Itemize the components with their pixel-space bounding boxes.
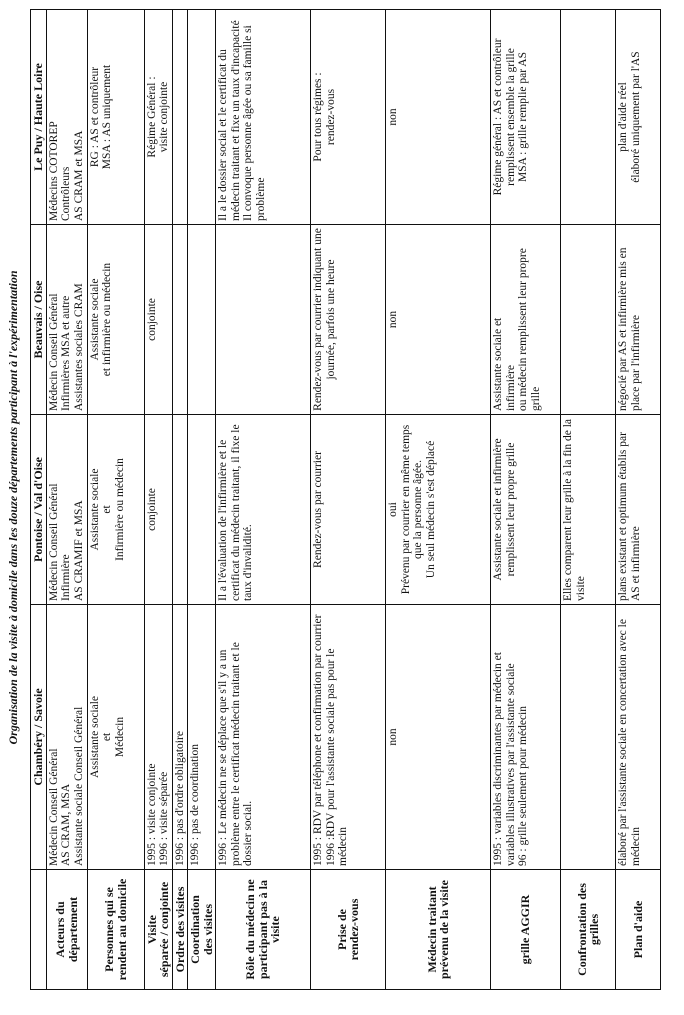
- table-cell: Elles comparent leur grille à la fin de la visite: [561, 415, 616, 605]
- table-cell: Assistante sociale et infirmière remplissent leur propre grille: [491, 415, 561, 605]
- table-cell: non: [386, 605, 491, 870]
- row-label: Confrontation des grilles: [561, 870, 616, 990]
- column-header: Pontoise / Val d'Oise: [31, 415, 47, 605]
- table-row: [616, 10, 661, 990]
- table-cell: Rendez-vous par courrier indiquant une journée, parfois une heure: [311, 225, 386, 415]
- table-cell: 1996 : pas de coordination: [188, 605, 216, 870]
- column-header: Le Puy / Haute Loire: [31, 10, 47, 225]
- table-cell: [561, 605, 616, 870]
- table-row: [144, 10, 172, 990]
- table-cell: [188, 10, 216, 225]
- table-cell: [172, 10, 188, 225]
- table-cell: [172, 415, 188, 605]
- row-label: Ordre des visites: [172, 870, 188, 990]
- table-cell: négocié par AS et infirmière mis en place par l'infirmière: [616, 225, 661, 415]
- table-cell: plans existant et optimum établis par AS et infirmière: [616, 415, 661, 605]
- visit-organisation-table: [30, 9, 661, 990]
- document-title: Organisation de la visite à domicile dans les douze départements participant à l'expérimentation: [6, 270, 20, 745]
- table-cell: [188, 225, 216, 415]
- row-label: Plan d'aide: [616, 870, 661, 990]
- table-row: [561, 10, 616, 990]
- table-cell: Médecins COTOREP Contrôleurs AS CRAM et MSA: [46, 10, 87, 225]
- table-row: [188, 10, 216, 990]
- table-header-row: [31, 10, 47, 990]
- table-cell: Assistante sociale et infirmière ou médecin remplissent leur propre grille: [491, 225, 561, 415]
- table-cell: Pour tous régimes : rendez-vous: [311, 10, 386, 225]
- table-cell: Rendez-vous par courrier: [311, 415, 386, 605]
- table-row: [386, 10, 491, 990]
- table-cell: élaboré par l'assistante sociale en concertation avec le médecin: [616, 605, 661, 870]
- table-cell: Médecin Conseil Général Infirmière AS CRAMIF et MSA: [46, 415, 87, 605]
- table-cell: non: [386, 10, 491, 225]
- table-cell: conjointe: [144, 415, 172, 605]
- table-row: [46, 10, 87, 990]
- table-row: [87, 10, 144, 990]
- table-cell: Médecin Conseil Général Infirmières MSA et autre Assistantes sociales CRAM: [46, 225, 87, 415]
- table-cell: 1995 : RDV par téléphone et confirmation par courrier 1996 :RDV pour l'assistante sociale pas pour le médecin: [311, 605, 386, 870]
- corner-header: [31, 870, 47, 990]
- row-label: Prise de rendez-vous: [311, 870, 386, 990]
- table-cell: non: [386, 225, 491, 415]
- column-header: Beauvais / Oise: [31, 225, 47, 415]
- table-cell: 1995 : variables discriminantes par médecin et variables illustratives par l'assistante sociale 96 : grille seulement pour médecin: [491, 605, 561, 870]
- table-cell: 1995 : visite conjointe 1996 : visite séparée: [144, 605, 172, 870]
- table-cell: Assistante sociale et infirmière ou médecin: [87, 225, 144, 415]
- table-cell: 1996 : pas d'ordre obligatoire: [172, 605, 188, 870]
- table-cell: Médecin Conseil Général AS CRAM, MSA Assistante sociale Conseil Général: [46, 605, 87, 870]
- table-cell: Il a le dossier social et le certificat du médecin traitant et fixe un taux d'incapacité Il convoque personne âgée ou sa famille si problème: [216, 10, 311, 225]
- table-cell: [172, 225, 188, 415]
- row-label: grille AGGIR: [491, 870, 561, 990]
- table-cell: 1996 : Le médecin ne se déplace que s'il y a un problème entre le certificat médecin traitant et le dossier social.: [216, 605, 311, 870]
- table-cell: [188, 415, 216, 605]
- table-cell: [561, 225, 616, 415]
- table-cell: Régime général : AS et contrôleur remplissent ensemble la grille MSA : grille remplie par AS: [491, 10, 561, 225]
- table-cell: [216, 225, 311, 415]
- table-row: [491, 10, 561, 990]
- table-row: [216, 10, 311, 990]
- table-cell: conjointe: [144, 225, 172, 415]
- table-cell: oui Prévenu par courrier en même temps que la personne âgée. Un seul médecin s'est déplacé: [386, 415, 491, 605]
- table-cell: Assistante sociale et Infirmière ou médecin: [87, 415, 144, 605]
- row-label: Visite séparée / conjointe: [144, 870, 172, 990]
- row-label: Coordination des visites: [188, 870, 216, 990]
- row-label: Acteurs du département: [46, 870, 87, 990]
- table-cell: Régime Général : visite conjointe: [144, 10, 172, 225]
- row-label: Médecin traitant prévenu de la visite: [386, 870, 491, 990]
- row-label: Personnes qui se rendent au domicile: [87, 870, 144, 990]
- table-cell: [561, 10, 616, 225]
- table-cell: RG : AS et contrôleur MSA : AS uniquement: [87, 10, 144, 225]
- table-row: [172, 10, 188, 990]
- column-header: Chambéry / Savoie: [31, 605, 47, 870]
- table-row: [311, 10, 386, 990]
- row-label: Rôle du médecin ne participant pas à la visite: [216, 870, 311, 990]
- table-cell: plan d'aide réel élaboré uniquement par l'AS: [616, 10, 661, 225]
- table-cell: Assistante sociale et Médecin: [87, 605, 144, 870]
- table-cell: Il a l'évaluation de l'infirmière et le certificat du médecin traitant, il fixe le taux d'invalidité.: [216, 415, 311, 605]
